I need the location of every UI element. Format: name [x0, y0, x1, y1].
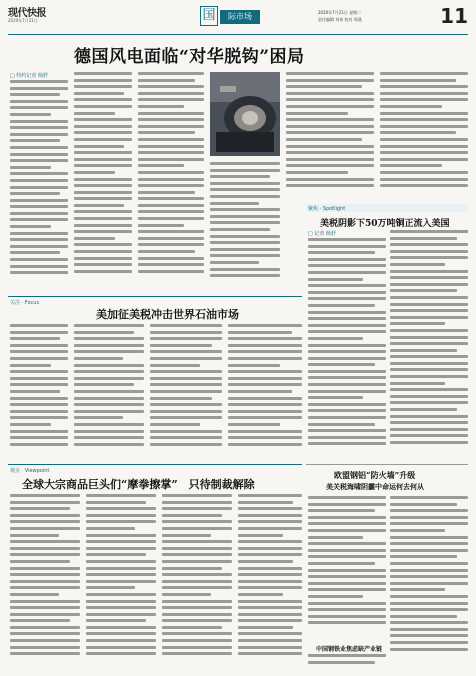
- focus-rule: [8, 296, 302, 297]
- focus-column-2: [74, 324, 144, 460]
- viewpoint-rule: [8, 464, 302, 465]
- spotlight-headline: 美税阴影下50万吨铜正流入美国: [320, 219, 450, 229]
- bottom-right-headline: 中国钢铁业焦虑缺产业链: [316, 646, 383, 653]
- bottom-right-column: [308, 654, 386, 670]
- masthead-date: 2020年7月21日: [8, 18, 38, 23]
- focus-headline: 美加征美税冲击世界石油市场: [96, 308, 239, 321]
- spotlight-label: 聚焦 · Spotlight: [308, 206, 346, 212]
- page-number: 11: [440, 4, 468, 28]
- viewpoint-headline: 全球大宗商品巨头们“摩拳擦掌” 只待制裁解除: [22, 478, 255, 491]
- right-mid-column-1: [308, 496, 386, 638]
- section-name: 际市场: [220, 10, 260, 24]
- wind-turbine-photo: [210, 72, 280, 156]
- right-mid-column-2: [390, 496, 468, 668]
- spotlight-column-1: [308, 238, 386, 460]
- viewpoint-column-1: [10, 494, 80, 670]
- right-column-2: [380, 72, 468, 200]
- section-char: 国: [200, 6, 218, 26]
- viewpoint-column-3: [162, 494, 232, 670]
- lead-column-1: [10, 80, 68, 292]
- focus-column-4: [228, 324, 302, 460]
- spotlight-column-2: [390, 230, 468, 460]
- focus-column-3: [150, 324, 222, 460]
- issue-date: 2020年7月21日 星期二: [318, 10, 362, 15]
- lead-column-4: [210, 162, 280, 292]
- right-mid-headline-2: 美关税海啸阴霾中命运何去何从: [326, 482, 424, 491]
- lead-column-2: [74, 72, 132, 292]
- masthead: [8, 4, 468, 34]
- right-mid-rule: [306, 464, 468, 465]
- masthead-rule: [8, 34, 468, 35]
- newspaper-logo: 现代快报: [8, 8, 46, 19]
- viewpoint-column-2: [86, 494, 156, 670]
- spotlight-byline: □ 记者 杨舒: [308, 231, 336, 237]
- right-column-1: [286, 72, 374, 200]
- viewpoint-label: 观点 · Viewpoint: [10, 468, 50, 474]
- lead-column-3: [138, 72, 204, 292]
- lead-byline: □ 特约记者 杨舒: [10, 73, 48, 79]
- focus-label: 关注 · Focus: [10, 300, 40, 306]
- issue-editors: 责任编辑 刘泰 校对 邢燕: [318, 17, 362, 22]
- focus-column-1: [10, 324, 68, 460]
- right-mid-headline-1: 欧盟钢铝“防火墙”升级: [334, 470, 416, 480]
- lead-headline: 德国风电面临“对华脱钩”困局: [74, 47, 305, 67]
- viewpoint-column-4: [238, 494, 302, 670]
